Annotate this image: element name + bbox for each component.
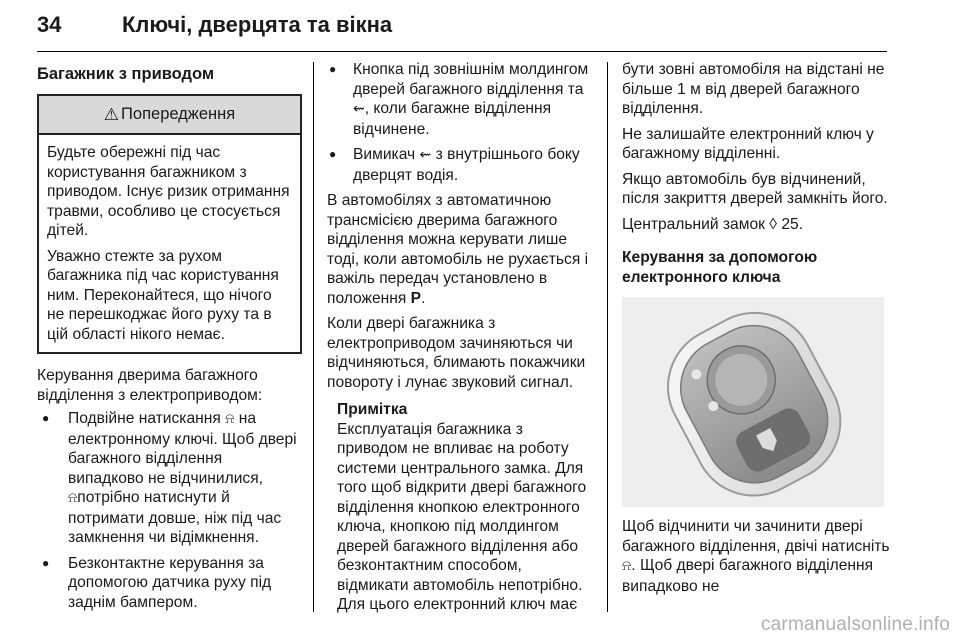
- section-title: Багажник з приводом: [37, 65, 215, 83]
- automatic-transmission-text: [327, 191, 595, 308]
- paragraph-text: . Щоб двері багажного відділення випадково не: [622, 557, 874, 595]
- list-item-text: на електронному ключі. Щоб двері багажного відділення випадково не відчинилися,: [68, 410, 297, 487]
- reference-text: .: [798, 215, 804, 233]
- warning-title: Попередження: [121, 104, 236, 123]
- warning-box: [37, 94, 302, 354]
- column-1: [37, 60, 302, 618]
- distance-text: бути зовні автомобіля на відстані не більше 1 м від дверей багажного відділення.: [622, 61, 885, 117]
- list-item-text: потрібно натиснути й потримати довше, ніж під час замкнення чи відімкнення.: [68, 489, 282, 546]
- central-lock-reference[interactable]: [622, 215, 890, 235]
- column-divider-1: [313, 62, 314, 612]
- watermark: carmanualsonline.info: [760, 614, 950, 635]
- page-number: 34: [37, 12, 62, 37]
- list-item: [37, 409, 302, 548]
- lock-text: Якщо автомобіль був відчинений, після закриття дверей замкніть його.: [622, 170, 888, 207]
- chapter-title: Ключі, дверцята та вікна: [122, 12, 393, 37]
- gear-position: P: [410, 289, 422, 307]
- key-operation-text: [622, 517, 890, 596]
- warning-body: [39, 135, 300, 352]
- warning-triangle-icon: ⚠: [103, 104, 120, 124]
- electronic-key-illustration: [622, 297, 884, 507]
- list-item: [327, 145, 595, 185]
- list-item-text: Подвійне натискання: [68, 410, 221, 427]
- warning-text-2: Уважно стежте за рухом багажника під час користування ним. Переконайтеся, що нічого не перешкоджає його руху та в цій області нікого немає.: [47, 247, 279, 343]
- page-header: [37, 4, 887, 52]
- reference-text: Центральний замок: [622, 215, 765, 233]
- subsection-title: Керування за допомогою електронного ключа: [622, 249, 818, 286]
- trunk-button-icon: ⇜: [353, 101, 365, 117]
- list-item: ● Безконтактне керування за допомогою датчика руху під заднім бампером.: [37, 554, 302, 613]
- trunk-button-icon: ⇜: [419, 147, 432, 163]
- tailgate-key-icon: ⍾: [225, 411, 235, 427]
- list-item-text: з внутрішнього боку дверцят водія.: [353, 146, 580, 184]
- paragraph-text: .: [421, 289, 426, 307]
- paragraph-text: Щоб відчинити чи зачинити двері багажного відділення, двічі натисніть: [622, 518, 890, 555]
- tailgate-key-icon: ⍾: [622, 558, 632, 574]
- paragraph-text: В автомобілях з автоматичною трансмісією дверима багажного відділення можна керувати лише тоді, коли автомобіль не рухається і важіль передач установлено в положення: [327, 192, 589, 307]
- note-title: Примітка: [337, 401, 408, 418]
- column-2: [327, 60, 595, 615]
- column-3: [622, 60, 890, 602]
- list-item-text: Вимикач: [353, 146, 416, 163]
- electronic-key-svg: [622, 297, 884, 507]
- tailgate-key-icon: ⍾: [68, 490, 78, 506]
- list-item: [327, 60, 595, 139]
- intro-text: Керування дверима багажного відділення з електроприводом:: [37, 367, 263, 404]
- leave-key-text: Не залишайте електронний ключ у багажному відділенні.: [622, 125, 874, 162]
- list-item-text: , коли багажне відділення відчинене.: [353, 100, 552, 138]
- reference-page[interactable]: 25: [781, 215, 799, 233]
- note-body: Експлуатація багажника з приводом не впливає на роботу системи центрального замка. Для того щоб відкрити двері багажного відділення кнопкою електронного ключа, кнопкою під молдингом дверей багажного відділення або безконтактним способом, відмикати автомобіль непотрібно. Для цього електронний ключ має: [337, 420, 587, 613]
- reference-arrow-icon: ◊: [769, 215, 777, 233]
- list-item-text: Кнопка під зовнішнім молдингом дверей багажного відділення та: [353, 61, 589, 98]
- control-list-continued: [327, 60, 595, 185]
- signal-text: Коли двері багажника з електроприводом зачиняються чи відчиняються, блимають покажчики повороту і лунає звуковий сигнал.: [327, 315, 586, 391]
- control-list: [37, 409, 302, 612]
- column-divider-2: [607, 62, 608, 612]
- warning-header: [39, 96, 300, 135]
- warning-text-1: Будьте обережні під час користування багажником з приводом. Існує ризик отримання травми, особливо це стосується дітей.: [47, 144, 290, 239]
